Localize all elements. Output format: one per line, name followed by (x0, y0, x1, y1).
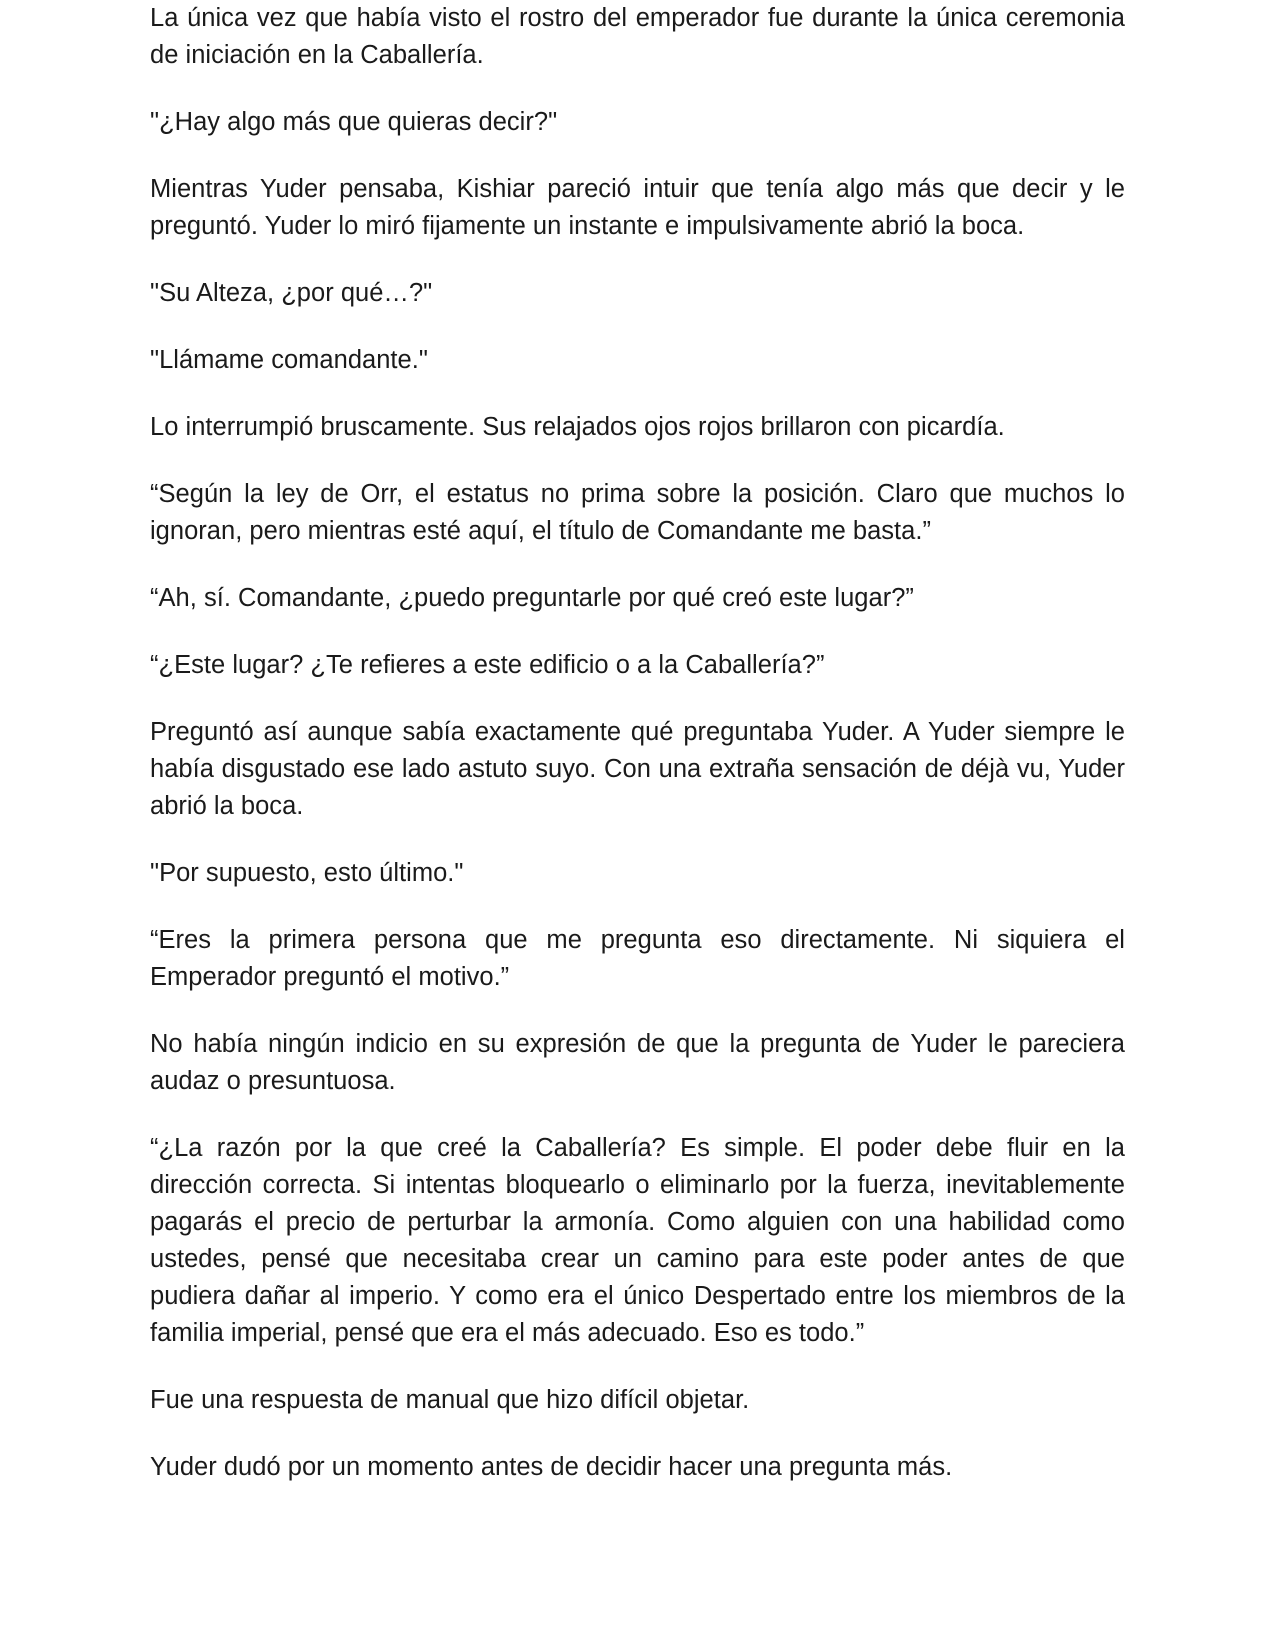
paragraph: "Por supuesto, esto último." (150, 859, 464, 887)
paragraph: “Ah, sí. Comandante, ¿puedo preguntarle por qué creó este lugar?” (150, 584, 914, 612)
paragraph: Lo interrumpió bruscamente. Sus relajados ojos rojos brillaron con picardía. (150, 413, 1005, 441)
paragraph: “¿Este lugar? ¿Te refieres a este edificio o a la Caballería?” (150, 651, 825, 679)
paragraph: "¿Hay algo más que quieras decir?" (150, 108, 558, 136)
paragraph: "Su Alteza, ¿por qué…?" (150, 279, 433, 307)
paragraph: Mientras Yuder pensaba, Kishiar pareció intuir que tenía algo más que decir y le preguntó. Yuder lo miró fijamente un instante e impulsivamente abrió la boca. (150, 175, 1125, 240)
paragraph: "Llámame comandante." (150, 346, 428, 374)
document-text-column (150, 0, 1125, 1486)
paragraph: Yuder dudó por un momento antes de decidir hacer una pregunta más. (150, 1453, 953, 1481)
paragraph: “Según la ley de Orr, el estatus no prima sobre la posición. Claro que muchos lo ignoran, pero mientras esté aquí, el título de Comandante me basta.” (150, 480, 1125, 545)
paragraph: La única vez que había visto el rostro del emperador fue durante la única ceremonia de iniciación en la Caballería. (150, 4, 1125, 69)
paragraph: No había ningún indicio en su expresión de que la pregunta de Yuder le pareciera audaz o presuntuosa. (150, 1030, 1125, 1095)
paragraph: “¿La razón por la que creé la Caballería? Es simple. El poder debe fluir en la dirección correcta. Si intentas bloquearlo o eliminarlo por la fuerza, inevitablemente pagarás el precio de perturbar la armonía. Como alguien con una habilidad como ustedes, pensé que necesitaba crear un camino para este poder antes de que pudiera dañar al imperio. Y como era el único Despertado entre los miembros de la familia imperial, pensé que era el más adecuado. Eso es todo.” (150, 1134, 1125, 1347)
paragraph: Fue una respuesta de manual que hizo difícil objetar. (150, 1386, 750, 1414)
paragraph: “Eres la primera persona que me pregunta eso directamente. Ni siquiera el Emperador preguntó el motivo.” (150, 926, 1125, 991)
paragraph: Preguntó así aunque sabía exactamente qué preguntaba Yuder. A Yuder siempre le había disgustado ese lado astuto suyo. Con una extraña sensación de déjà vu, Yuder abrió la boca. (150, 718, 1125, 820)
